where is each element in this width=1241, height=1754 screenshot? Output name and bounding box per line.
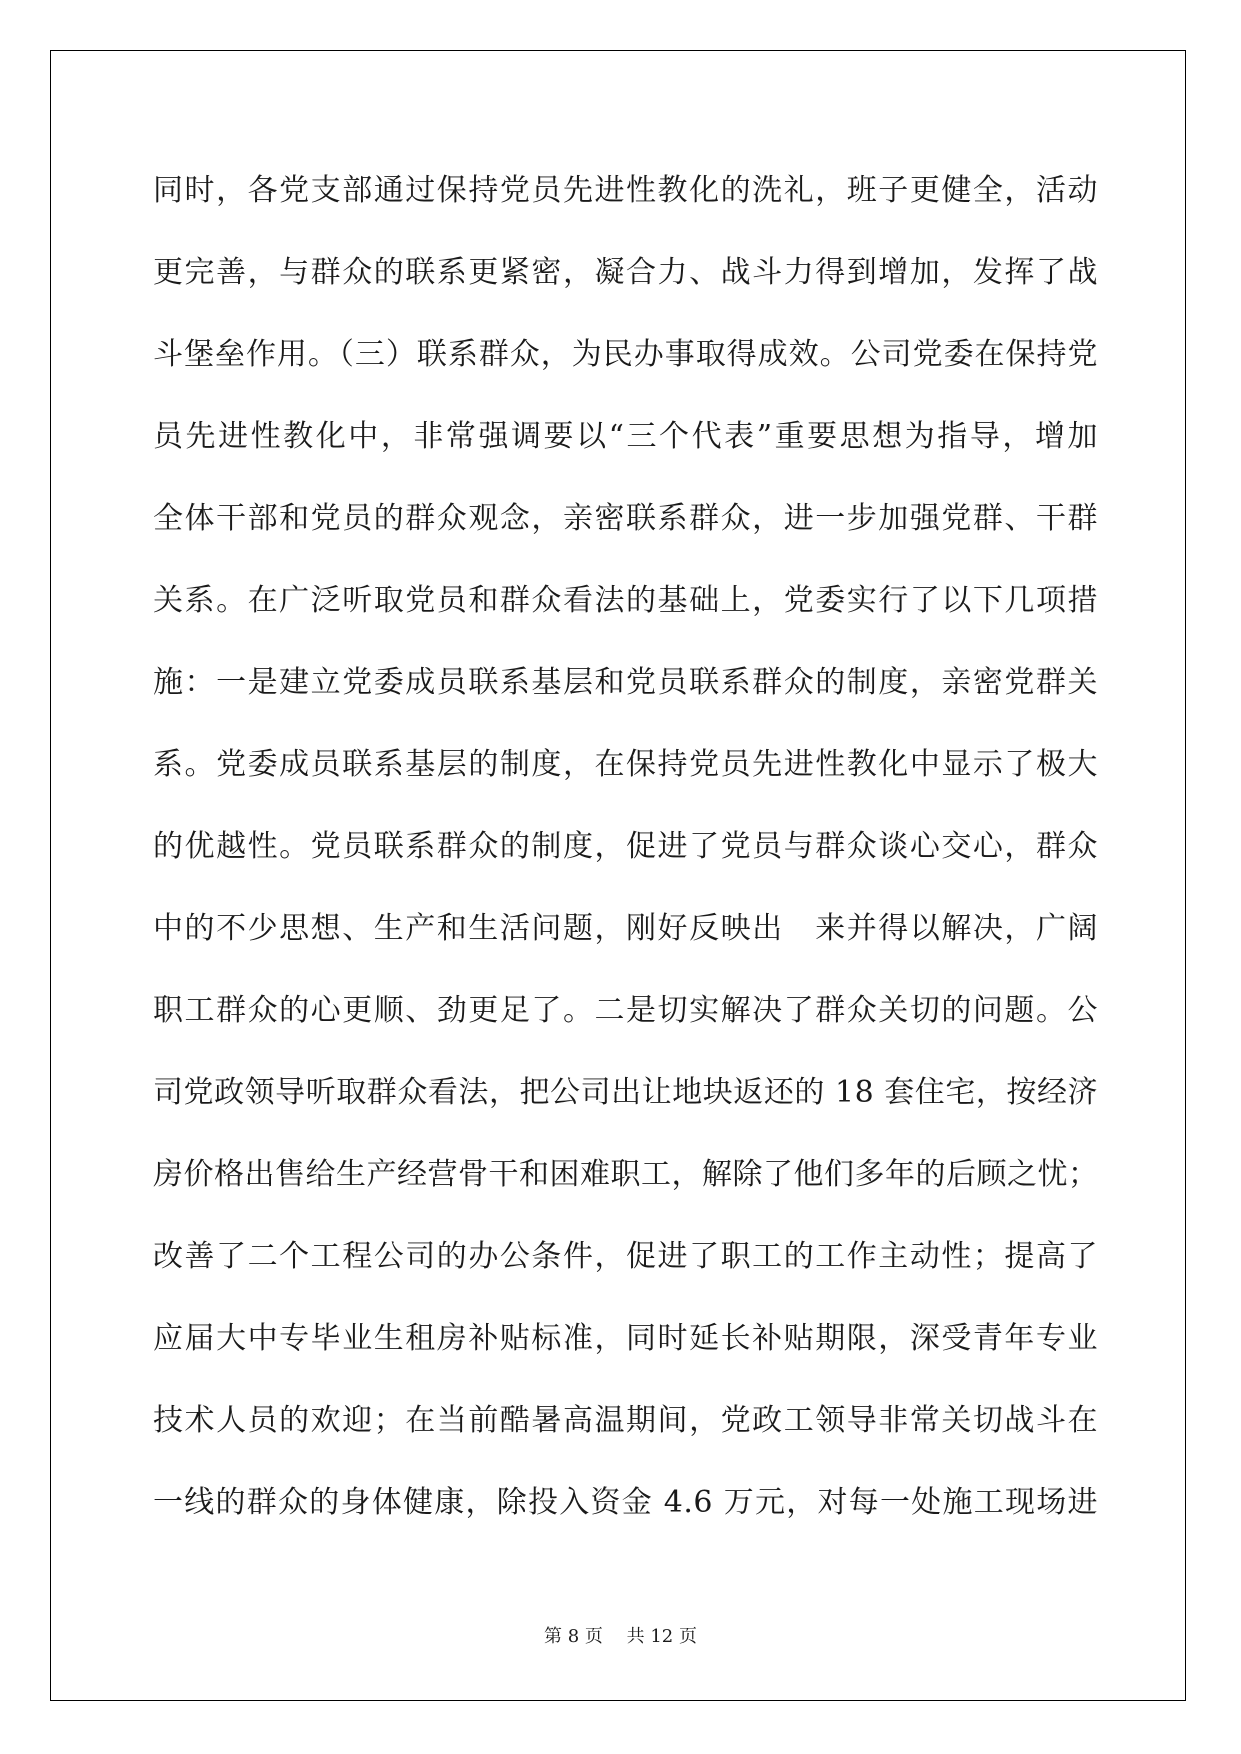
body-text: [153, 165, 1098, 1559]
text-line: 员先进性教化中，非常强调要以“三个代表”重要思想为指导，增加: [153, 419, 1098, 454]
text-line: 技术人员的欢迎；在当前酷暑高温期间，党政工领导非常关切战斗在: [153, 1403, 1098, 1438]
text-line: 同时，各党支部通过保持党员先进性教化的洗礼，班子更健全，活动: [153, 173, 1098, 208]
text-line: 全体干部和党员的群众观念，亲密联系群众，进一步加强党群、干群: [153, 501, 1098, 536]
text-line: 斗堡垒作用。（三）联系群众，为民办事取得成效。公司党委在保持党: [153, 337, 1098, 372]
text-line: 房价格出售给生产经营骨干和困难职工，解除了他们多年的后顾之忧；: [153, 1157, 1099, 1192]
text-line: 改善了二个工程公司的办公条件，促进了职工的工作主动性；提高了: [153, 1239, 1098, 1274]
text-line: 司党政领导听取群众看法，把公司出让地块返还的 18 套住宅，按经济: [153, 1075, 1098, 1110]
text-line: 的优越性。党员联系群众的制度，促进了党员与群众谈心交心，群众: [153, 829, 1098, 864]
text-line: 应届大中专毕业生租房补贴标准，同时延长补贴期限，深受青年专业: [153, 1321, 1098, 1356]
text-line: 中的不少思想、生产和生活问题，刚好反映出 来并得以解决，广阔: [153, 911, 1098, 946]
text-line: 关系。在广泛听取党员和群众看法的基础上，党委实行了以下几项措: [153, 583, 1098, 618]
text-line: 一线的群众的身体健康，除投入资金 4.6 万元，对每一处施工现场进: [153, 1485, 1098, 1520]
text-line: 更完善，与群众的联系更紧密，凝合力、战斗力得到增加，发挥了战: [153, 255, 1098, 290]
text-line: 职工群众的心更顺、劲更足了。二是切实解决了群众关切的问题。公: [153, 993, 1098, 1028]
page-number-footer: 第 8 页 共 12 页: [544, 1626, 697, 1647]
text-line: 系。党委成员联系基层的制度，在保持党员先进性教化中显示了极大: [153, 747, 1098, 782]
text-line: 施：一是建立党委成员联系基层和党员联系群众的制度，亲密党群关: [153, 665, 1098, 700]
